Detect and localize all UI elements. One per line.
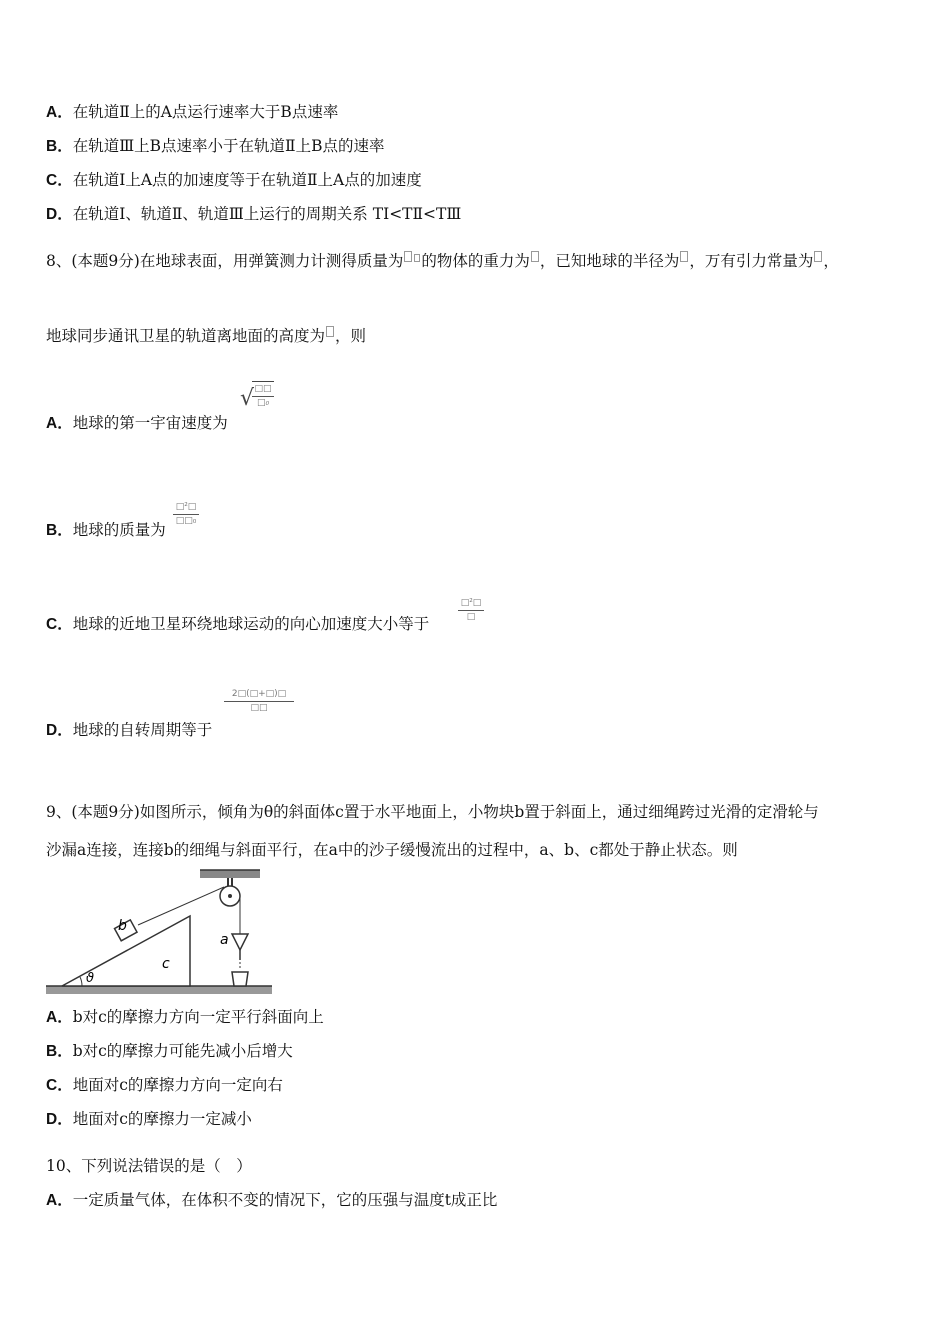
q9-stem-line2: 沙漏a连接，连接b的细绳与斜面平行，在a中的沙子缓慢流出的过程中，a、b、c都处于静止状态。则 (46, 841, 738, 859)
q7-option-b: B．在轨道Ⅲ上B点速率小于在轨道Ⅱ上B点的速率 (46, 137, 385, 155)
q9-option-b: B．b对c的摩擦力可能先减小后增大 (46, 1042, 293, 1060)
label-a: a (220, 932, 229, 948)
q8-number: 8、 (46, 252, 72, 270)
formula-c: □²□ □ (458, 598, 484, 623)
label-b: b (118, 918, 127, 934)
placeholder-symbol (404, 251, 412, 262)
q8-option-b: B．地球的质量为 (46, 521, 166, 539)
ceiling-bar (200, 870, 260, 878)
q8-stem-line1: 8、(本题9分)在地球表面，用弹簧测力计测得质量为 的物体的重力为 ，已知地球的半径为 ，万有引力常量为 ， (46, 252, 839, 270)
q8-option-a: A．地球的第一宇宙速度为 (46, 414, 228, 432)
label-theta: ϑ (86, 971, 95, 986)
q9-option-a: A．b对c的摩擦力方向一定平行斜面向上 (46, 1008, 324, 1026)
q9-stem-line1: 9、(本题9分)如图所示，倾角为θ的斜面体c置于水平地面上，小物块b置于斜面上，通过细绳跨过光滑的定滑轮与 (46, 803, 819, 821)
rope-incline (138, 887, 224, 925)
q9-option-d: D．地面对c的摩擦力一定减小 (46, 1110, 252, 1128)
placeholder-symbol (414, 254, 420, 262)
q9-option-c: C．地面对c的摩擦力方向一定向右 (46, 1076, 283, 1094)
placeholder-symbol (531, 251, 539, 262)
q10-option-a: A．一定质量气体，在体积不变的情况下，它的压强与温度t成正比 (46, 1191, 498, 1209)
formula-b: □²□ □□₀ (173, 502, 199, 527)
bucket (232, 972, 248, 986)
funnel-a (232, 934, 248, 950)
q8-option-d: D．地球的自转周期等于 (46, 721, 213, 739)
q7-option-d: D．在轨道Ⅰ、轨道Ⅱ、轨道Ⅲ上运行的周期关系 TⅠ<TⅡ<TⅢ (46, 205, 462, 223)
q7-option-c: C．在轨道Ⅰ上A点的加速度等于在轨道Ⅱ上A点的加速度 (46, 171, 422, 189)
formula-a: □□ □₀ (252, 384, 274, 409)
label-c: c (162, 956, 170, 972)
q10-stem: 10、下列说法错误的是（ ） (46, 1157, 252, 1175)
q7-option-a: A．在轨道Ⅱ上的A点运行速率大于B点速率 (46, 103, 339, 121)
q8-option-c: C．地球的近地卫星环绕地球运动的向心加速度大小等于 (46, 615, 430, 633)
ground (46, 986, 272, 994)
formula-d: 2□(□+□)□ □□ (224, 689, 294, 714)
incline-pulley-figure (40, 864, 280, 1000)
q8-stem-line2: 地球同步通讯卫星的轨道离地面的高度为 ，则 (46, 327, 367, 345)
placeholder-symbol (680, 251, 688, 262)
placeholder-symbol (326, 326, 334, 337)
sqrt-symbol: √ (240, 386, 255, 411)
placeholder-symbol (814, 251, 822, 262)
sqrt-bar (252, 381, 274, 382)
q9-number: 9、 (46, 803, 72, 821)
